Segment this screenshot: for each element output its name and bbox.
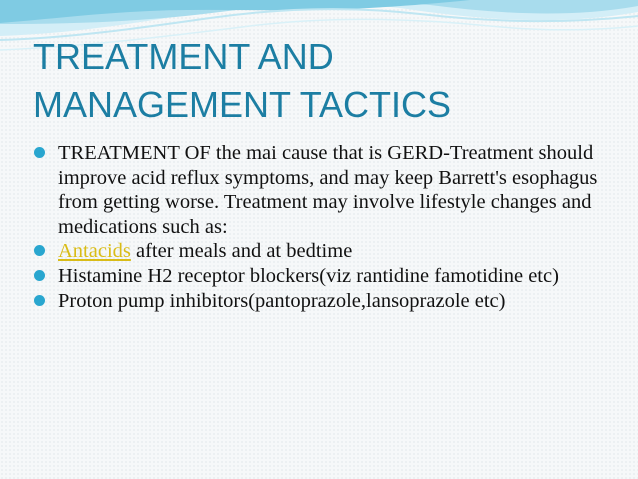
bullet-text: Proton pump inhibitors(pantoprazole,lansoprazole etc) xyxy=(58,289,506,312)
bullet-dot-icon xyxy=(34,147,45,158)
bullet-item-antacids xyxy=(33,239,623,264)
bullet-dot-icon xyxy=(34,270,45,281)
bullet-item-ppi xyxy=(33,289,623,314)
bullet-text: TREATMENT OF the mai cause that is GERD-Treatment should improve acid reflux symptoms, and may keep Barrett's esophagus from getting worse. Treatment may involve lifestyle changes and medications such as: xyxy=(58,142,598,238)
title-line-1: TREATMENT AND xyxy=(33,36,334,77)
bullet-dot-icon xyxy=(34,245,45,256)
bullet-text: after meals and at bedtime xyxy=(130,240,353,263)
bullet-text: Histamine H2 receptor blockers(viz rantidine famotidine etc) xyxy=(58,264,559,287)
slide-title xyxy=(33,33,613,129)
bullet-item-h2-blockers xyxy=(33,264,623,289)
bullet-item-treatment xyxy=(33,141,623,239)
bullet-dot-icon xyxy=(34,295,45,306)
title-line-2: MANAGEMENT TACTICS xyxy=(33,84,452,125)
antacids-link[interactable]: Antacids xyxy=(58,240,131,263)
bullet-list xyxy=(33,141,623,313)
